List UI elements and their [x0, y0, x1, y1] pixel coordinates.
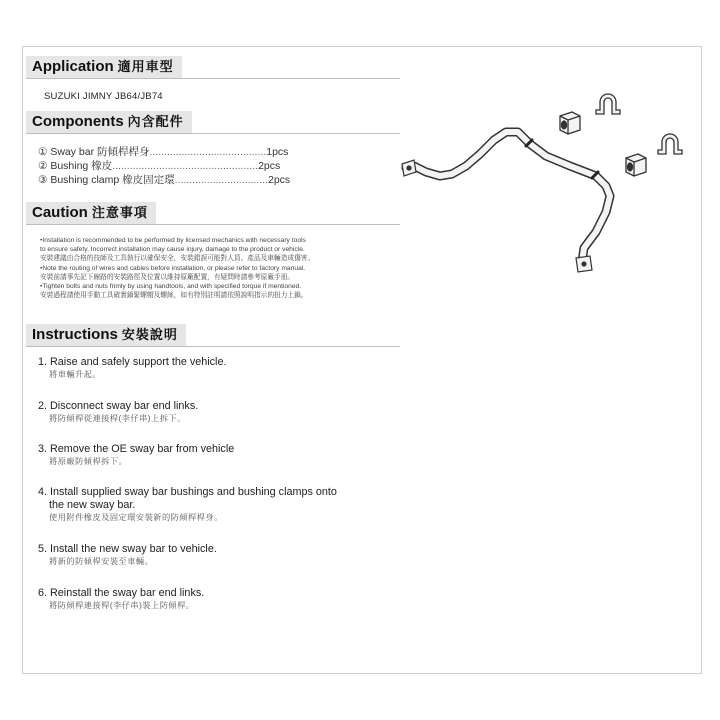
sway-bar-icon — [406, 132, 610, 262]
components-heading-en: Components — [32, 113, 124, 130]
caution-line: 安裝前請事先記下線路的安裝路徑及位置以維持原廠配置，有疑問時請參考原廠手冊。 — [40, 273, 295, 281]
instruction-step — [38, 587, 204, 612]
step-text-en: 1. Raise and safely support the vehicle. — [38, 356, 227, 368]
caution-text — [40, 236, 408, 300]
component-qty: 2pcs — [267, 174, 291, 186]
components-list — [38, 145, 290, 187]
instruction-step — [38, 486, 337, 524]
instructions-rule — [26, 346, 400, 347]
component-item — [38, 145, 290, 159]
step-text-en: 6. Reinstall the sway bar end links. — [38, 587, 205, 599]
bushing-icon — [560, 112, 580, 134]
instruction-step — [38, 443, 234, 468]
component-leader: ................................ — [174, 174, 268, 186]
application-rule — [26, 78, 400, 79]
bushing-clamp-icon — [596, 94, 620, 114]
application-heading-zh: 適用車型 — [117, 60, 174, 75]
instructions-heading — [26, 324, 186, 346]
component-qty: 1pcs — [266, 146, 289, 158]
caution-line: •Note the routing of wires and cables before installation, or please refer to factory manual. — [40, 264, 306, 272]
bushing-clamp-icon — [658, 134, 682, 154]
step-text-en: 5. Install the new sway bar to vehicle. — [38, 543, 217, 555]
step-text-zh: 將防傾桿從連接桿(李仔串)上拆下。 — [49, 414, 186, 423]
end-link-bracket-right-icon — [576, 256, 592, 272]
application-heading-en: Application — [32, 58, 114, 75]
caution-line: to ensure safety. Incorrect installation may cause injury, damage to the product or vehicle. — [40, 246, 305, 254]
step-text-zh: 將車輛升起。 — [49, 370, 102, 379]
caution-line: 安裝過程請使用手動工具確實鎖緊螺帽及螺絲，如有特別註明請依照說明指示的扭力上鎖。 — [40, 292, 308, 300]
application-model: SUZUKI JIMNY JB64/JB74 — [44, 91, 163, 102]
caution-line: •Installation is recommended to be performed by licensed mechanics with necessary tools — [40, 237, 306, 244]
caution-rule — [26, 224, 400, 225]
step-text-en: 2. Disconnect sway bar end links. — [38, 400, 199, 412]
step-text-zh: 將防傾桿連接桿(李仔串)裝上防傾桿。 — [49, 601, 195, 610]
component-name: ① Sway bar 防傾桿桿身 — [38, 146, 150, 158]
components-heading-zh: 內含配件 — [127, 115, 184, 130]
step-text-zh: 使用附件橡皮及固定環安裝新的防傾桿桿身。 — [49, 513, 223, 522]
step-text-en: 3. Remove the OE sway bar from vehicle — [38, 443, 235, 455]
step-text-en-cont: the new sway bar. — [49, 499, 136, 511]
components-heading — [26, 111, 192, 133]
instruction-step — [38, 356, 226, 381]
instructions-heading-en: Instructions — [32, 326, 118, 343]
application-heading — [26, 56, 182, 78]
component-qty: 2pcs — [258, 160, 281, 172]
sway-bar-illustration — [400, 80, 700, 300]
instruction-step — [38, 400, 198, 425]
end-link-bracket-left-icon — [402, 160, 416, 176]
caution-heading-zh: 注意事項 — [91, 206, 148, 221]
step-text-en: 4. Install supplied sway bar bushings and bushing clamps onto — [38, 486, 337, 498]
caution-line: 安裝建議由合格的技師及工具執行以確保安全，安裝錯誤可能對人員、產品及車輛造成傷害。 — [40, 255, 315, 263]
component-leader: .................................................. — [112, 160, 259, 172]
components-rule — [26, 133, 400, 134]
step-text-zh: 將原廠防傾桿拆下。 — [49, 457, 128, 466]
component-item — [38, 173, 290, 187]
component-name: ② Bushing 橡皮 — [38, 160, 113, 172]
component-item — [38, 159, 290, 173]
instruction-step — [38, 543, 217, 568]
caution-heading — [26, 202, 156, 224]
component-name: ③ Bushing clamp 橡皮固定環 — [38, 174, 175, 186]
component-leader: ........................................ — [149, 146, 267, 158]
caution-line: •Tighten bolts and nuts frimly by using handtools, and with specified torque if mentioned. — [40, 283, 302, 291]
step-text-zh: 將新的防傾桿安裝至車輛。 — [49, 557, 154, 566]
bushing-icon — [626, 154, 646, 176]
instructions-heading-zh: 安裝說明 — [121, 328, 178, 343]
caution-heading-en: Caution — [32, 204, 88, 221]
